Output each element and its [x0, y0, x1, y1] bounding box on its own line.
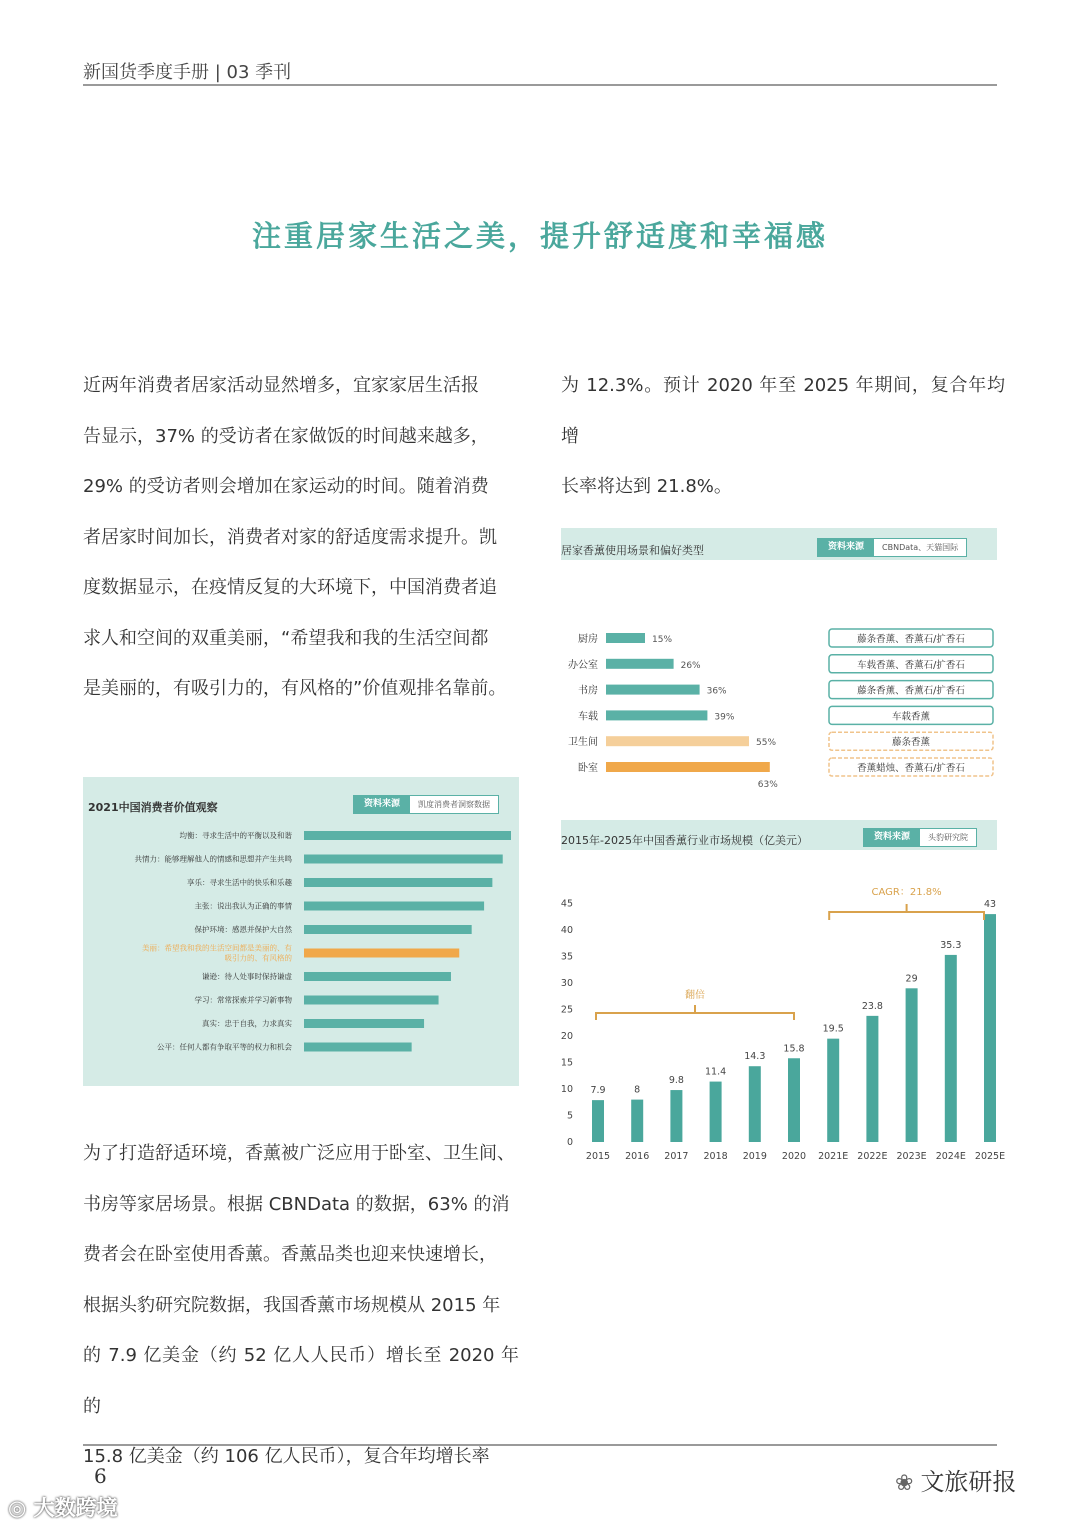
bar: [304, 855, 503, 864]
right-column-paragraph: [561, 361, 1005, 513]
watermark-left: [8, 1492, 118, 1522]
bar: [631, 1100, 643, 1142]
bar: [592, 1100, 604, 1142]
scene-chart-source: [817, 538, 967, 557]
category-label: 书房: [578, 685, 598, 697]
value-label: 8: [634, 1084, 641, 1096]
x-tick-label: 2016: [625, 1151, 650, 1162]
annotation-forecast: CAGR：21.8%: [871, 887, 942, 898]
x-tick-label: 2019: [742, 1151, 767, 1162]
text-line: 29% 的受访者则会增加在家运动的时间。随着消费: [83, 476, 489, 497]
bar-label: 谦逊：待人处事时保持谦虚: [202, 972, 292, 981]
x-tick-label: 2023E: [896, 1151, 927, 1162]
y-tick-label: 45: [560, 898, 573, 910]
category-label: 卫生间: [568, 737, 598, 749]
y-tick-label: 10: [560, 1084, 573, 1095]
source-text: 凯度消费者洞察数据: [418, 800, 491, 809]
bar-label: 享乐：寻求生活中的快乐和乐趣: [187, 878, 292, 887]
page-title: 注重居家生活之美，提升舒适度和幸福感: [251, 219, 828, 253]
watermark-wechat: [895, 1462, 1016, 1497]
market-chart-source: [863, 828, 977, 847]
value-label: 14.3: [744, 1051, 766, 1063]
market-bar-chart: [560, 850, 1006, 1182]
text-line: 根据头豹研究院数据，我国香薰市场规模从 2015 年: [83, 1294, 501, 1316]
value-label: 9.8: [668, 1075, 684, 1087]
bar: [749, 1066, 761, 1142]
value-label: 35.3: [940, 939, 962, 951]
x-tick-label: 2022E: [857, 1151, 888, 1162]
bar: [984, 914, 996, 1142]
bar: [788, 1058, 800, 1142]
value-label: 15%: [652, 635, 673, 645]
source-text: 头豹研究院: [928, 833, 969, 842]
bar-label: 共情力：能够理解他人的情感和思想并产生共鸣: [134, 854, 292, 864]
x-tick-label: 2018: [703, 1151, 728, 1162]
bar: [304, 972, 451, 981]
text-line: 费者会在卧室使用香薰。香薰品类也迎来快速增长，: [83, 1244, 497, 1265]
values-bar-chart: [83, 777, 519, 1086]
text-line: 15.8 亿美金（约 106 亿人民币），复合年均增长率: [83, 1446, 490, 1467]
y-tick-label: 25: [560, 1004, 573, 1016]
text-line: 的 7.9 亿美金（约 52 亿人人民币）增长至 2020 年的: [83, 1345, 519, 1417]
bar-label: 保护环境：感恩并保护大自然: [194, 925, 292, 934]
bar-label: 主张：说出我认为正确的事情: [194, 901, 292, 911]
preference-label: 车载香薰、香薰石/扩香石: [857, 659, 965, 671]
bracket-forecast: [829, 904, 984, 920]
bar: [304, 949, 459, 958]
x-tick-label: 2024E: [935, 1151, 966, 1162]
text-line: 为了打造舒适环境，香薰被广泛应用于卧室、卫生间、: [83, 1143, 515, 1164]
aroma-charts-panel: [560, 528, 1006, 1182]
left-column-paragraph: [83, 361, 519, 715]
value-label: 36%: [706, 686, 727, 697]
x-tick-label: 2020: [781, 1151, 807, 1162]
source-text: CBNData、天猫国际: [882, 543, 959, 552]
bar-label: 真实：忠于自我，力求真实: [202, 1019, 292, 1028]
bar-label-line: 美丽：希望我和我的生活空间都是美丽的、有: [142, 943, 292, 953]
value-label: 63%: [757, 780, 778, 790]
market-chart-title: 2015年-2025年中国香薰行业市场规模（亿美元）: [561, 834, 808, 847]
value-label: 43: [983, 899, 997, 911]
text-line: 求人和空间的双重美丽，“希望我和我的生活空间都: [83, 627, 489, 649]
scene-chart-title: 居家香薰使用场景和偏好类型: [561, 544, 704, 557]
bar: [606, 685, 700, 695]
bar: [670, 1090, 682, 1142]
x-tick-label: 2015: [585, 1151, 611, 1162]
bar: [304, 1019, 424, 1028]
value-label: 55%: [756, 738, 777, 749]
category-label: 卧室: [578, 763, 598, 774]
bar: [304, 925, 472, 934]
y-tick-label: 15: [560, 1057, 573, 1069]
annotation-history: 翻倍: [685, 990, 705, 1001]
value-label: 11.4: [705, 1066, 727, 1078]
y-tick-label: 0: [566, 1137, 573, 1148]
bar: [866, 1016, 878, 1142]
bar: [606, 762, 770, 772]
preference-label: 车载香薰: [891, 711, 931, 723]
value-label: 26%: [680, 660, 701, 671]
bar: [945, 955, 957, 1142]
category-label: 厨房: [578, 634, 598, 645]
y-tick-label: 5: [566, 1110, 573, 1122]
footer-rule: [83, 1444, 997, 1446]
text-line: 者居家时间加长，消费者对家的舒适度需求提升。凯: [83, 526, 497, 548]
x-tick-label: 2025E: [974, 1151, 1006, 1162]
text-line: 度数据显示，在疫情反复的大环境下，中国消费者追: [83, 577, 497, 598]
y-tick-label: 35: [560, 951, 573, 963]
text-line: 是美丽的，有吸引力的，有风格的”价值观排名靠前。: [83, 678, 507, 699]
bar: [906, 988, 918, 1142]
source-tag: 资料来源: [354, 796, 410, 813]
wechat-icon: ❀: [895, 1471, 921, 1496]
bar: [606, 736, 749, 746]
left-column-paragraph-2: [83, 1129, 519, 1483]
text-line: 近两年消费者居家活动显然增多，宜家家居生活报: [83, 375, 479, 396]
value-label: 7.9: [590, 1085, 606, 1097]
bar: [304, 831, 511, 840]
bar: [606, 710, 707, 720]
value-label: 29: [905, 973, 918, 985]
y-tick-label: 40: [560, 925, 573, 936]
bar: [304, 1043, 412, 1052]
bar-label: [142, 943, 292, 963]
value-label: 23.8: [861, 1000, 883, 1012]
watermark-right-text: 文旅研报: [920, 1468, 1017, 1496]
y-tick-label: 20: [560, 1031, 573, 1042]
preference-label: 藤条香薰、香薰石/扩香石: [857, 634, 965, 645]
header-rule: [83, 84, 997, 86]
source-tag: 资料来源: [864, 829, 920, 846]
bar-label: 均衡：寻求生活中的平衡以及和谐: [179, 831, 292, 840]
bar: [304, 878, 492, 887]
weibo-icon: ◎: [8, 1496, 34, 1520]
text-line: 为 12.3%。预计 2020 年至 2025 年期间，复合年均增: [561, 375, 1005, 447]
text-line: 长率将达到 21.8%。: [561, 476, 732, 497]
scene-bar-chart: [561, 560, 997, 820]
preference-label: 香薰蜡烛、香薰石/扩香石: [857, 763, 965, 774]
preference-label: 藤条香薰、香薰石/扩香石: [857, 685, 965, 697]
x-tick-label: 2021E: [818, 1151, 849, 1162]
bar-label-line: 吸引力的、有风格的: [224, 953, 292, 963]
bar-label: 公平：任何人都有争取平等的权力和机会: [157, 1042, 292, 1052]
watermark-left-text: 大数跨境: [33, 1496, 118, 1520]
page-number: 6: [94, 1464, 107, 1488]
category-label: 办公室: [568, 659, 598, 671]
bar: [827, 1039, 839, 1142]
preference-label: 藤条香薰: [891, 737, 931, 749]
bar: [710, 1082, 722, 1142]
values-chart-title: 2021中国消费者价值观察: [88, 801, 218, 814]
value-label: 19.5: [822, 1023, 844, 1035]
y-tick-label: 30: [560, 978, 573, 989]
running-header: 新国货季度手册 | 03 季刊: [83, 62, 292, 83]
bar: [606, 633, 645, 643]
value-label: 15.8: [783, 1043, 805, 1055]
bar: [304, 902, 484, 911]
text-line: 告显示，37% 的受访者在家做饭的时间越来越多，: [83, 425, 489, 447]
category-label: 车载: [578, 711, 598, 723]
text-line: 书房等家居场景。根据 CBNData 的数据，63% 的消: [83, 1193, 510, 1215]
bar-label: 学习：常常探索并学习新事物: [194, 995, 292, 1005]
value-label: 39%: [714, 712, 735, 723]
values-chart-panel: [83, 777, 519, 1086]
source-tag: 资料来源: [818, 539, 874, 556]
bracket-history: [596, 1005, 794, 1020]
bar: [304, 996, 439, 1005]
x-tick-label: 2017: [664, 1151, 689, 1162]
bar: [606, 659, 674, 669]
